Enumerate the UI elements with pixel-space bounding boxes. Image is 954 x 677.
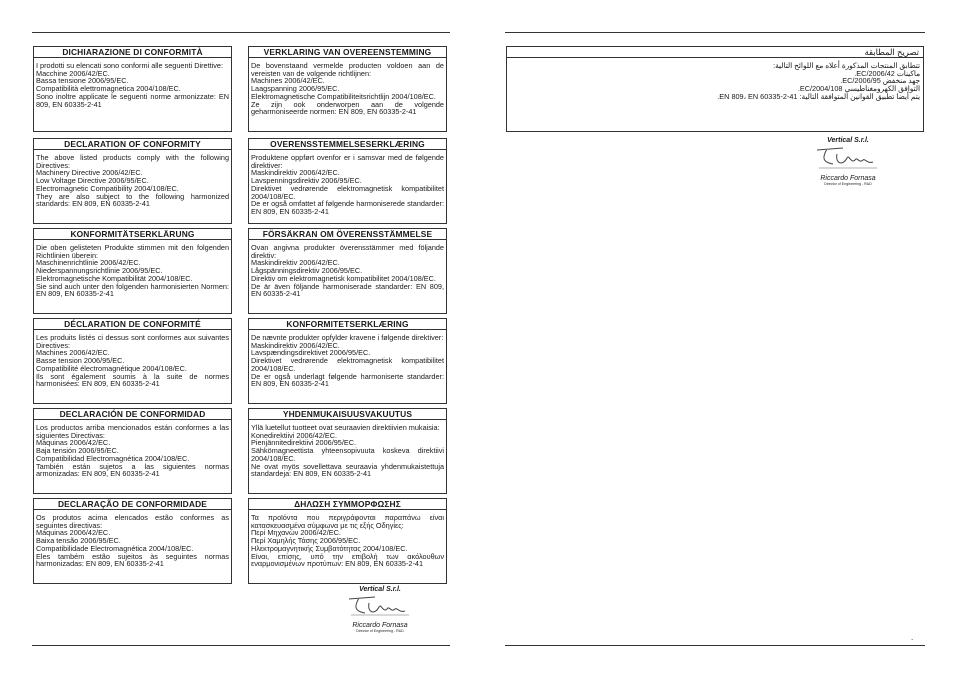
declaration-title: FÖRSÄKRAN OM ÖVERENSSTÄMMELSE bbox=[249, 229, 446, 240]
declaration-line: Direktivet vedrørende elektromagnetisk kompatibilitet 2004/108/EC. bbox=[251, 183, 444, 201]
declaration-line: Maschinenrichtlinie 2006/42/EC. bbox=[36, 258, 141, 268]
signature-block-right bbox=[808, 137, 888, 186]
declaration-title: KONFORMITÄTSERKLÄRUNG bbox=[34, 229, 231, 240]
declaration-line: De är även följande harmoniserade standarder: EN 809, EN 60335-2-41 bbox=[251, 281, 444, 299]
signature-role: Director of Engineering - R&D bbox=[824, 182, 872, 186]
declaration-box bbox=[33, 318, 232, 404]
declaration-line: Compatibilità elettromagnetica 2004/108/EC. bbox=[36, 84, 181, 94]
declaration-line: Los productos arriba mencionados están conformes a las siguientes Directivas: bbox=[36, 423, 229, 440]
declaration-line: Macchine 2006/42/EC. bbox=[36, 68, 110, 78]
top-rule-left bbox=[32, 32, 450, 33]
declaration-text bbox=[34, 420, 231, 478]
declaration-line: Basse tension 2006/95/EC. bbox=[36, 356, 125, 366]
declaration-line: Περί Μηχανών 2006/42/EC. bbox=[251, 528, 341, 538]
declaration-box bbox=[248, 498, 447, 584]
declaration-line: Machines 2006/42/EC. bbox=[251, 76, 325, 86]
declaration-line: Lavspenningsdirektiv 2006/95/EC. bbox=[251, 176, 362, 186]
declaration-line: Sähkömagneettista yhteensopivuuta koskeva direktiivi 2004/108/EC. bbox=[251, 446, 444, 463]
declaration-line: Περί Χαμηλής Τάσης 2006/95/EC. bbox=[251, 536, 361, 546]
signature-company: Vertical S.r.l. bbox=[359, 586, 401, 593]
handwritten-signature-icon bbox=[345, 593, 415, 619]
bottom-rule-left bbox=[32, 645, 450, 646]
declaration-line: Direktiv om elektromagnetisk kompatibilitet 2004/108/EC. bbox=[251, 273, 436, 283]
declaration-title: OVERENSSTEMMELSESERKLÆRING bbox=[249, 139, 446, 150]
declaration-line: Lågspänningsdirektiv 2006/95/EC. bbox=[251, 266, 363, 276]
declaration-text bbox=[249, 58, 446, 116]
declaration-title: KONFORMITETSERKLÆRING bbox=[249, 319, 446, 330]
declaration-box bbox=[248, 318, 447, 404]
declaration-line: Pienjännitedirektiivi 2006/95/EC. bbox=[251, 438, 357, 448]
declaration-line: Sono inoltre applicate le seguenti norme armonizzate: EN 809, EN 60335-2-41 bbox=[36, 91, 229, 109]
declaration-line: Eles também estão sujeitos às seguintes normas harmonizadas: EN 809, EN 60335-2-41 bbox=[36, 551, 229, 569]
declaration-title: VERKLARING VAN OVEREENSTEMMING bbox=[249, 47, 446, 58]
declaration-text bbox=[34, 510, 231, 568]
declaration-line: The above listed products comply with the following Directives: bbox=[36, 153, 229, 170]
bottom-rule-right bbox=[505, 645, 925, 646]
declaration-text bbox=[34, 240, 231, 298]
arabic-line: تتطابق المنتجات المذكورة أعلاه مع اللوائح التالية: bbox=[773, 61, 920, 70]
declaration-line: Konedirektiivi 2006/42/EC. bbox=[251, 430, 337, 440]
declaration-box bbox=[33, 498, 232, 584]
declaration-line: Compatibilidade Electromagnética 2004/108/EC. bbox=[36, 543, 194, 553]
declaration-line: Maskindirektiv 2006/42/EC. bbox=[251, 340, 340, 350]
declaration-line: Compatibilité électromagnétique 2004/108/EC. bbox=[36, 363, 187, 373]
declaration-title: DECLARATION OF CONFORMITY bbox=[34, 139, 231, 150]
declaration-title: YHDENMUKAISUUSVAKUUTUS bbox=[249, 409, 446, 420]
declaration-text bbox=[34, 58, 231, 108]
declaration-line: De nævnte produkter opfylder kravene i følgende direktiver: bbox=[251, 333, 444, 342]
arabic-declaration-title: تصريح المطابقة bbox=[507, 47, 923, 58]
declaration-line: Máquinas 2006/42/EC. bbox=[36, 528, 111, 538]
declaration-line: De bovenstaand vermelde producten voldoen aan de vereisten van de volgende richtlijnen: bbox=[251, 61, 444, 78]
declaration-line: Baixa tensão 2006/95/EC. bbox=[36, 536, 121, 546]
declaration-line: Compatibilidad Electromagnética 2004/108/EC. bbox=[36, 453, 190, 463]
declaration-line: Ovan angivna produkter överensstämmer med följande direktiv: bbox=[251, 243, 444, 260]
declaration-line: Maskindirektiv 2006/42/EC. bbox=[251, 168, 340, 178]
declaration-box bbox=[248, 408, 447, 494]
declaration-line: Elektromagnetische Kompatibilität 2004/108/EC. bbox=[36, 273, 193, 283]
declaration-line: Máquinas 2006/42/EC. bbox=[36, 438, 111, 448]
declaration-line: They are also subject to the following harmonized standards: EN 809, EN 60335-2-41 bbox=[36, 191, 229, 209]
arabic-line: ماكينات 2006/42/EC. bbox=[854, 68, 920, 78]
declaration-line: Machinery Directive 2006/42/EC. bbox=[36, 168, 143, 178]
declaration-line: Produktene oppført ovenfor er i samsvar med de følgende direktiver: bbox=[251, 153, 444, 170]
signature-name: Riccardo Fornasa bbox=[352, 622, 408, 629]
declaration-line: Die oben gelisteten Produkte stimmen mit den folgenden Richtlinien überein: bbox=[36, 243, 229, 260]
top-rule-right bbox=[505, 32, 925, 33]
arabic-line: التوافق الكهرومغناطيسي 2004/108/EC. bbox=[797, 84, 920, 94]
declaration-title: DECLARACIÓN DE CONFORMIDAD bbox=[34, 409, 231, 420]
declaration-line: De er også omfattet af følgende harmoniserede standarder: EN 809, EN 60335-2-41 bbox=[251, 199, 444, 216]
declaration-line: I prodotti su elencati sono conformi alle seguenti Direttive: bbox=[36, 61, 223, 70]
declaration-title: DICHIARAZIONE DI CONFORMITÀ bbox=[34, 47, 231, 58]
declaration-line: Low Voltage Directive 2006/95/EC. bbox=[36, 176, 149, 186]
declaration-line: Laagspanning 2006/95/EC. bbox=[251, 84, 340, 94]
declaration-line: Machines 2006/42/EC. bbox=[36, 348, 110, 358]
declaration-box bbox=[248, 228, 447, 314]
declaration-box bbox=[33, 46, 232, 132]
handwritten-signature-icon bbox=[813, 144, 883, 172]
arabic-declaration-box bbox=[506, 46, 924, 132]
declaration-text bbox=[34, 330, 231, 388]
declaration-box bbox=[33, 228, 232, 314]
declaration-line: Τα προϊόντα που περιγράφονται παραπάνω είναι κατασκευασμένα σύμφωνα με τις εξής Οδηγίες: bbox=[251, 513, 444, 530]
declaration-line: Baja tensión 2006/95/EC. bbox=[36, 446, 119, 456]
arabic-line: جهد منخفض 2006/95/EC. bbox=[840, 76, 920, 86]
declaration-line: Electromagnetic Compatibility 2004/108/EC. bbox=[36, 183, 179, 193]
signature-company: Vertical S.r.l. bbox=[827, 137, 869, 144]
declaration-line: Bassa tensione 2006/95/EC. bbox=[36, 76, 129, 86]
declaration-title: ΔΗΛΩΣΗ ΣΥΜΜΟΡΦΩΣΗΣ bbox=[249, 499, 446, 510]
declaration-box bbox=[248, 46, 447, 132]
declaration-line: Yllä luetellut tuotteet ovat seuraavien direktiivien mukaisia: bbox=[251, 423, 440, 432]
declaration-line: Sie sind auch unter den folgenden harmonisierten Normen: EN 809, EN 60335-2-41 bbox=[36, 281, 229, 299]
declaration-line: Os produtos acima elencados estão conformes as seguintes directivas: bbox=[36, 513, 229, 530]
declaration-text bbox=[249, 510, 446, 568]
declaration-line: Maskindirektiv 2006/42/EC. bbox=[251, 258, 340, 268]
declaration-line: Ne ovat myös sovellettava seuraavia yhdenmukaistettuja standardeja: EN 809, EN 60335-2-41 bbox=[251, 461, 444, 479]
declaration-line: Elektromagnetische Compatibiliteitsrichtlijn 2004/108/EC. bbox=[251, 91, 436, 101]
signature-block-left bbox=[340, 586, 420, 633]
declaration-line: También están sujetos a las siguientes normas armonizadas: EN 809, EN 60335-2-41 bbox=[36, 461, 229, 479]
declaration-text bbox=[249, 420, 446, 478]
declaration-line: Direktivet vedrørende elektromagnetisk kompatibilitet 2004/108/EC. bbox=[251, 356, 444, 373]
declaration-line: Ze zijn ook onderworpen aan de volgende geharmoniseerde normen: EN 809, EN 60335-2-41 bbox=[251, 99, 444, 117]
declaration-line: Lavspændingsdirektivet 2006/95/EC. bbox=[251, 348, 371, 358]
declaration-box bbox=[33, 408, 232, 494]
declaration-line: Ils sont également soumis à la suite de normes harmonisées: EN 809, EN 60335-2-41 bbox=[36, 371, 229, 389]
footer-mark: . bbox=[911, 633, 914, 642]
declaration-box bbox=[33, 138, 232, 224]
signature-name: Riccardo Fornasa bbox=[820, 175, 876, 182]
declaration-box bbox=[248, 138, 447, 224]
arabic-line: يتم أيضا تطبيق القوانين المتوافقة التالية: EN 809، EN 60335-2-41. bbox=[717, 91, 920, 101]
declaration-line: De er også underlagt følgende harmoniserte standarder: EN 809, EN 60335-2-41 bbox=[251, 371, 444, 389]
declaration-text bbox=[249, 240, 446, 298]
signature-role: Director of Engineering - R&D bbox=[356, 629, 404, 633]
declaration-line: Ηλεκτρομαγνητικής Συμβατότητας 2004/108/EC. bbox=[251, 543, 408, 553]
declaration-text bbox=[249, 150, 446, 216]
declaration-title: DECLARAÇÃO DE CONFORMIDADE bbox=[34, 499, 231, 510]
declaration-line: Les produits listés ci dessus sont conformes aux suivantes Directives: bbox=[36, 333, 229, 350]
declaration-text bbox=[249, 330, 446, 388]
declaration-text bbox=[34, 150, 231, 208]
declaration-line: Είναι, επίσης, υπό την επιβολή των ακόλουθων εναρμονισμένων προτύπων: EN 809, EN 60335-2-41 bbox=[251, 551, 444, 569]
arabic-declaration-text bbox=[507, 58, 923, 101]
declaration-line: Niederspannungsrichtlinie 2006/95/EC. bbox=[36, 266, 163, 276]
declaration-title: DÉCLARATION DE CONFORMITÉ bbox=[34, 319, 231, 330]
